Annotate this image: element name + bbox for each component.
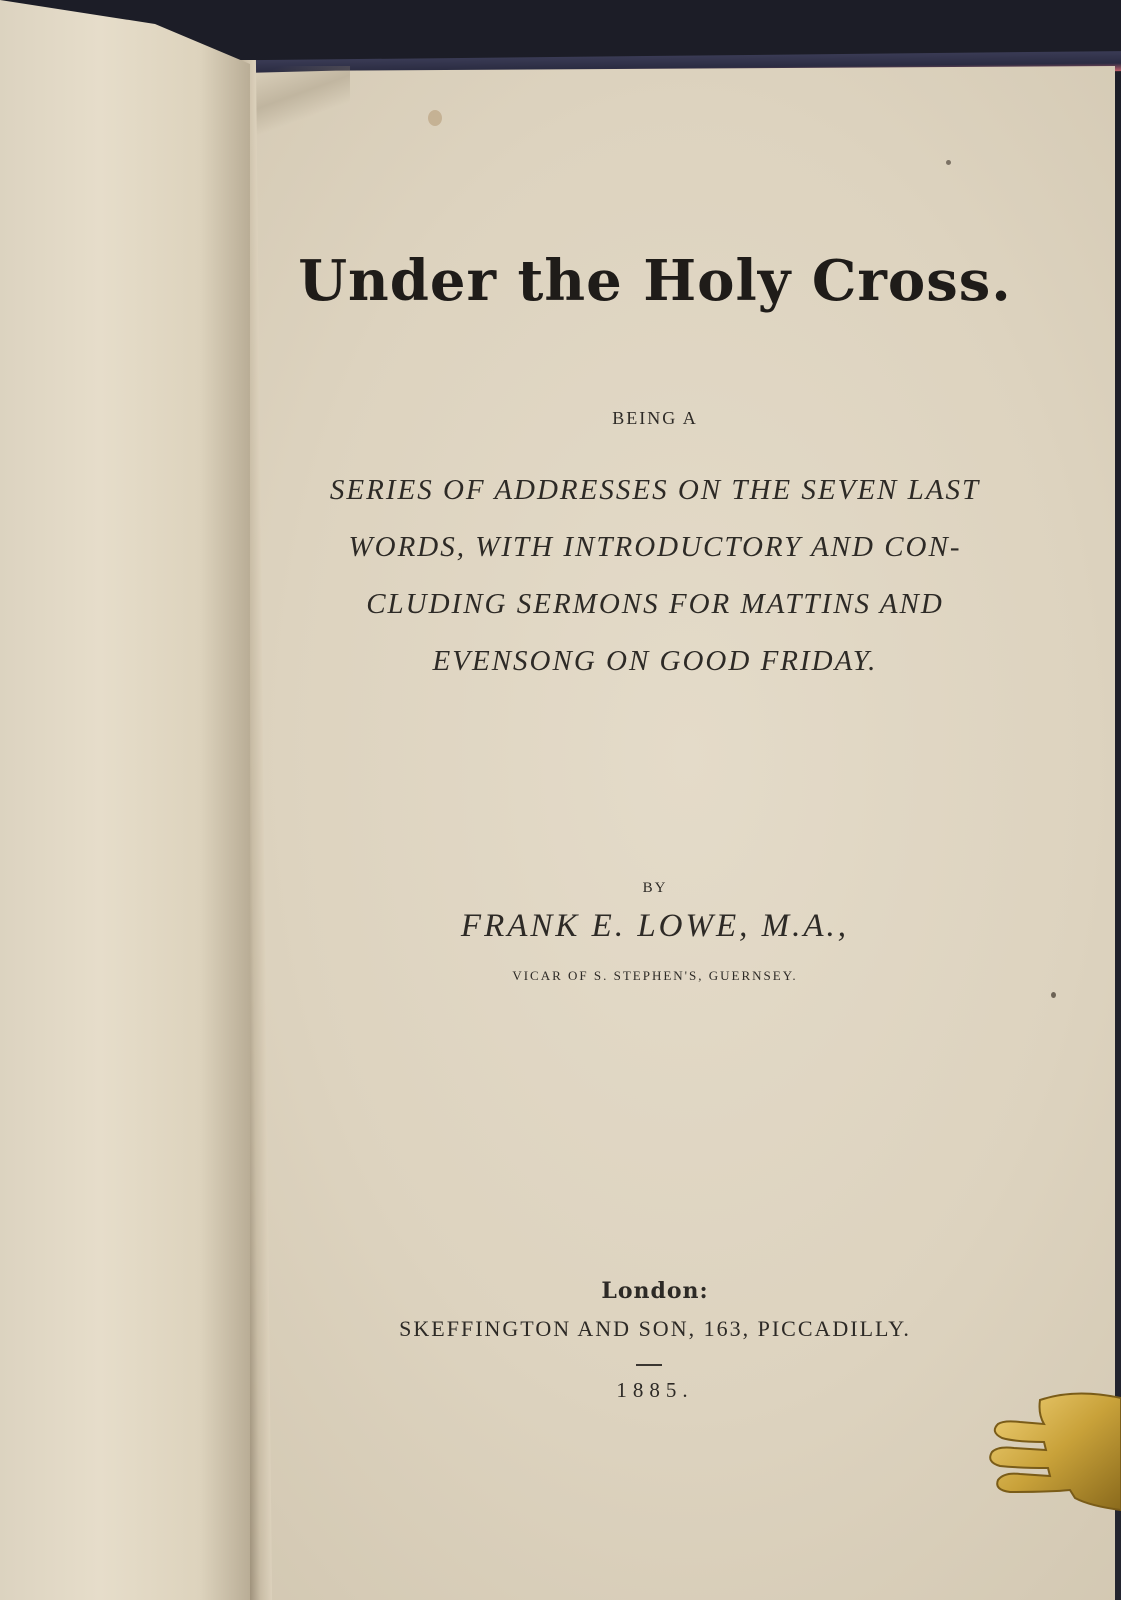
publication-place: London: xyxy=(601,1278,709,1304)
subtitle-line: CLUDING SERMONS FOR MATTINS AND xyxy=(366,588,944,620)
brass-hand-icon xyxy=(980,1380,1121,1530)
divider-rule xyxy=(636,1364,662,1366)
subtitle-line: EVENSONG ON GOOD FRIDAY. xyxy=(432,645,878,677)
author-name: FRANK E. LOWE, M.A., xyxy=(460,908,850,944)
foxing-spot xyxy=(1051,992,1056,998)
left-page xyxy=(0,0,250,1600)
foxing-spot xyxy=(946,160,951,165)
publisher: SKEFFINGTON AND SON, 163, PICCADILLY. xyxy=(399,1316,911,1341)
subtitle-line: WORDS, WITH INTRODUCTORY AND CON- xyxy=(348,531,962,563)
being-a-label: BEING A xyxy=(612,408,698,428)
publication-year: 1885. xyxy=(616,1378,694,1402)
book-title: Under the Holy Cross. xyxy=(298,248,1012,314)
by-label: BY xyxy=(642,880,668,896)
author-affiliation: VICAR OF S. STEPHEN'S, GUERNSEY. xyxy=(512,968,798,983)
subtitle-line: SERIES OF ADDRESSES ON THE SEVEN LAST xyxy=(329,474,981,506)
book-subtitle xyxy=(240,462,1070,690)
foxing-spot xyxy=(428,110,442,126)
